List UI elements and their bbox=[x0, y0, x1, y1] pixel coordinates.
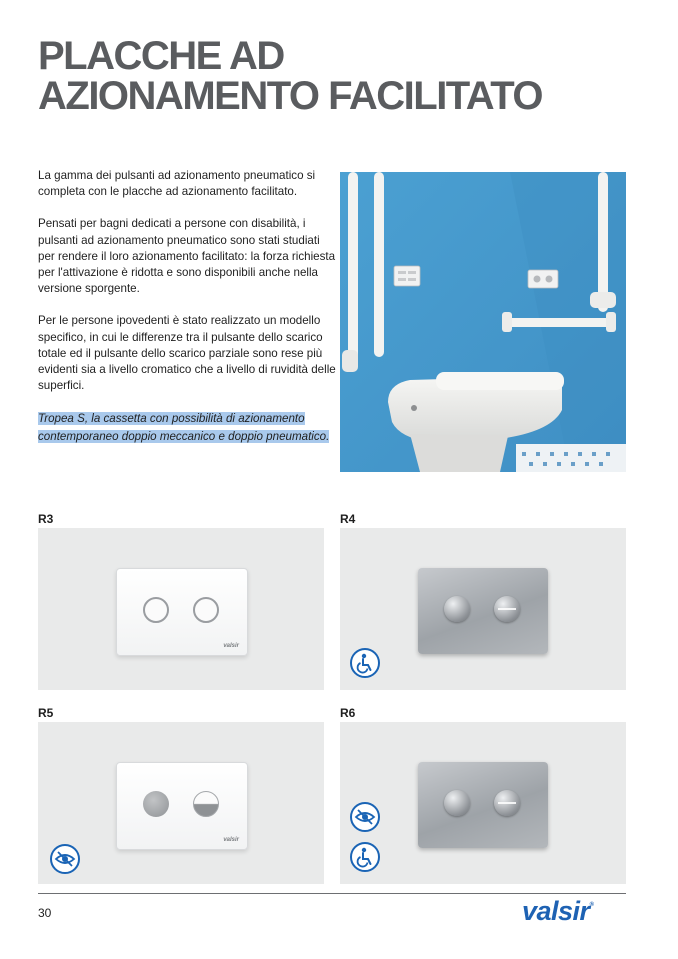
wheelchair-icon bbox=[350, 842, 380, 872]
flush-plate-r5 bbox=[116, 762, 248, 850]
product-panel-r5 bbox=[38, 722, 324, 884]
title-line-2: AZIONAMENTO FACILITATO bbox=[38, 74, 543, 118]
full-flush-button bbox=[444, 790, 470, 816]
half-flush-button bbox=[193, 597, 219, 623]
product-panel-r4 bbox=[340, 528, 626, 690]
product-label-r3: R3 bbox=[38, 512, 54, 526]
page-title bbox=[38, 36, 542, 116]
wheelchair-icon bbox=[350, 648, 380, 678]
flush-plate-r4 bbox=[418, 568, 548, 654]
product-panel-r3 bbox=[38, 528, 324, 690]
full-flush-button bbox=[143, 597, 169, 623]
flush-plate-r6 bbox=[418, 762, 548, 848]
intro-paragraph-1: La gamma dei pulsanti ad azionamento pneumatico si completa con le placche ad azionamento facilitato. bbox=[38, 169, 316, 199]
highlight-text: Tropea S, la cassetta con possibilità di azionamento contemporaneo doppio meccanico e doppio pneumatico. bbox=[38, 412, 330, 444]
product-panel-r6 bbox=[340, 722, 626, 884]
intro-paragraph-3: Per le persone ipovedenti è stato realizzato un modello specifico, in cui le differenze tra il pulsante dello scarico totale ed il pulsante dello scarico parziale sono rese più evidenti sia a livello cromatico che a livello di ruvidità delle superfici. bbox=[38, 314, 336, 393]
half-flush-button bbox=[193, 791, 219, 817]
bathroom-illustration bbox=[340, 172, 626, 472]
intro-text bbox=[38, 168, 338, 462]
intro-paragraph-2: Pensati per bagni dedicati a persone con disabilità, i pulsanti ad azionamento pneumatico sono stati studiati per rendere il loro azionamento facilitato: la forza richiesta per l'attivazione è ridotta e sono disponibili anche nella versione sporgente. bbox=[38, 217, 336, 296]
product-label-r5: R5 bbox=[38, 706, 54, 720]
plate-logo: valsir bbox=[223, 837, 239, 843]
registered-mark: ® bbox=[589, 902, 594, 908]
full-flush-button bbox=[143, 791, 169, 817]
product-label-r6: R6 bbox=[340, 706, 356, 720]
brand-logo bbox=[522, 896, 593, 927]
product-label-r4: R4 bbox=[340, 512, 356, 526]
page-number: 30 bbox=[38, 906, 52, 920]
plate-logo: valsir bbox=[223, 643, 239, 649]
eye-icon bbox=[350, 802, 380, 832]
full-flush-button bbox=[444, 596, 470, 622]
bathroom-photo bbox=[340, 172, 626, 472]
title-line-1: PLACCHE AD bbox=[38, 34, 284, 78]
flush-plate-r3 bbox=[116, 568, 248, 656]
brand-name: valsir bbox=[522, 896, 590, 926]
footer-divider bbox=[38, 893, 626, 894]
eye-icon bbox=[50, 844, 80, 874]
half-flush-button bbox=[494, 596, 520, 622]
half-flush-button bbox=[494, 790, 520, 816]
